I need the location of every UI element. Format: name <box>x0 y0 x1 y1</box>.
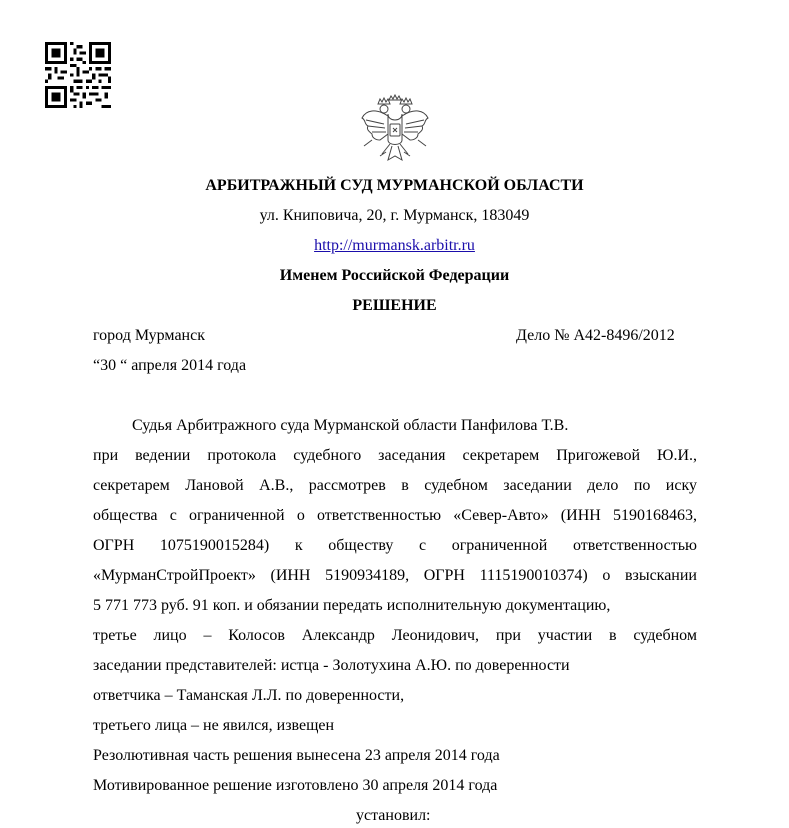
body-line: третье лицо – Колосов Александр Леонидович, при участии в судебном <box>93 627 697 644</box>
in-the-name-heading: Именем Российской Федерации <box>279 267 510 284</box>
body-line: ответчика – Таманская Л.Л. по доверенности, <box>93 687 405 704</box>
body-line: ОГРН 1075190015284) к обществу с ограниченной ответственностью <box>93 537 697 554</box>
court-name: АРБИТРАЖНЫЙ СУД МУРМАНСКОЙ ОБЛАСТИ <box>205 177 584 194</box>
decision-date: “30 “ апреля 2014 года <box>93 357 247 374</box>
qr-code-icon <box>45 42 111 108</box>
document-type-heading: РЕШЕНИЕ <box>352 297 437 314</box>
body-line: третьего лица – не явился, извещен <box>93 717 335 734</box>
body-line: общества с ограниченной о ответственностью «Север-Авто» (ИНН 5190168463, <box>93 507 697 524</box>
body-line: Судья Арбитражного суда Мурманской области Панфилова Т.В. <box>132 417 569 434</box>
coat-of-arms-icon <box>358 94 432 166</box>
established-heading: установил: <box>356 807 431 824</box>
body-line: при ведении протокола судебного заседания секретарем Пригожевой Ю.И., <box>93 447 697 464</box>
court-website <box>0 236 789 256</box>
website-link[interactable]: http://murmansk.arbitr.ru <box>314 237 475 254</box>
body-line: секретарем Лановой А.В., рассмотрев в судебном заседании дело по иску <box>93 477 697 494</box>
court-address: ул. Книповича, 20, г. Мурманск, 183049 <box>259 207 530 224</box>
body-line: 5 771 773 руб. 91 коп. и обязании передать исполнительную документацию, <box>93 597 611 614</box>
body-line: Мотивированное решение изготовлено 30 апреля 2014 года <box>93 777 498 794</box>
body-line: заседании представителей: истца - Золотухина А.Ю. по доверенности <box>93 657 570 674</box>
body-line: Резолютивная часть решения вынесена 23 апреля 2014 года <box>93 747 500 764</box>
case-number: Дело № А42-8496/2012 <box>516 327 675 344</box>
body-line: «МурманСтройПроект» (ИНН 5190934189, ОГРН 1115190010374) о взыскании <box>93 567 697 584</box>
city-label: город Мурманск <box>93 327 205 344</box>
